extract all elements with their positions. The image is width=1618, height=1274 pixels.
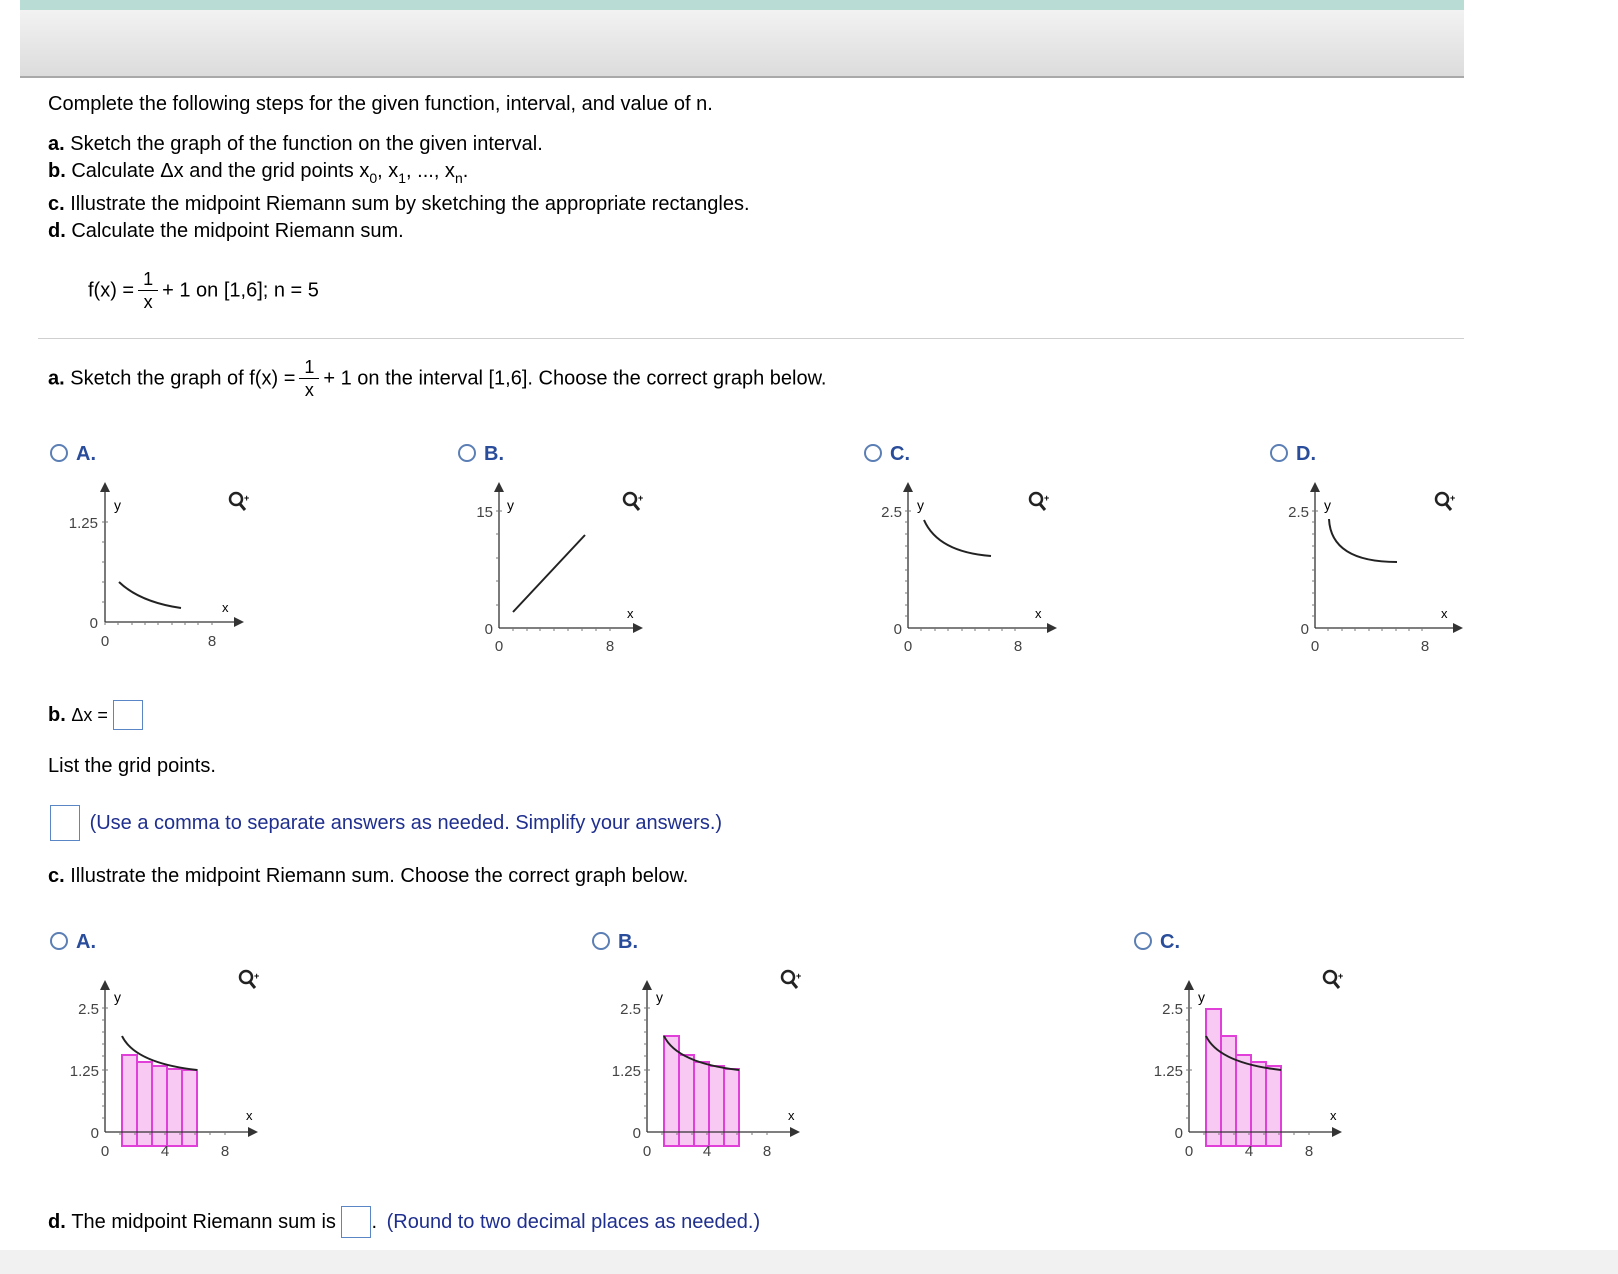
- option-c-a[interactable]: [50, 930, 96, 954]
- step-b-subn: n: [454, 170, 463, 186]
- part-b-letter: b.: [48, 704, 66, 726]
- function-fraction: [138, 268, 158, 313]
- step-b-sub1: 1: [398, 170, 407, 186]
- svg-text:+: +: [1450, 493, 1456, 503]
- grid-points-label: List the grid points.: [48, 755, 216, 777]
- tick-label-x0: 0: [494, 638, 504, 655]
- option-c-b-label: B.: [618, 931, 638, 953]
- step-a-text: Sketch the graph of the function on the given interval.: [70, 133, 543, 155]
- riemann-sum-input[interactable]: [341, 1206, 371, 1238]
- option-a-d-label: D.: [1296, 443, 1316, 465]
- radio-a-b[interactable]: [458, 444, 476, 462]
- function-num: 1: [143, 269, 154, 289]
- option-a-a-label: A.: [76, 443, 96, 465]
- tick-label-xmax: 8: [220, 1143, 230, 1160]
- step-a-letter: a.: [48, 133, 65, 155]
- radio-a-c[interactable]: [864, 444, 882, 462]
- tick-label-ymax: 15: [476, 504, 493, 521]
- part-a-before: Sketch the graph of f(x) =: [70, 367, 296, 390]
- step-c: [48, 192, 750, 216]
- svg-text:+: +: [638, 493, 644, 503]
- part-c-letter: c.: [48, 865, 65, 887]
- part-d-after: .: [371, 1211, 378, 1233]
- step-c-text: Illustrate the midpoint Riemann sum by sketching the appropriate rectangles.: [70, 193, 750, 215]
- delta-x-input[interactable]: [113, 700, 143, 730]
- top-strip: [20, 0, 1464, 10]
- tick-label-xmax: 8: [207, 633, 217, 650]
- tick-label-y0: 0: [89, 615, 98, 632]
- tick-label-ymid: 1.25: [1153, 1063, 1183, 1080]
- tick-label-xmax: 8: [605, 638, 615, 655]
- tick-label-ymid: 1.25: [69, 1063, 99, 1080]
- radio-c-c[interactable]: [1134, 932, 1152, 950]
- part-a-letter: a.: [48, 367, 65, 390]
- part-a-after: + 1 on the interval [1,6]. Choose the correct graph below.: [323, 367, 827, 390]
- grid-points-input[interactable]: [50, 805, 80, 841]
- function-den: x: [143, 292, 153, 312]
- tick-label-y0: 0: [1174, 1125, 1183, 1142]
- option-c-c[interactable]: [1134, 930, 1180, 954]
- option-a-b[interactable]: [458, 442, 504, 466]
- part-d-letter: d.: [48, 1211, 66, 1233]
- function-statement: [88, 268, 319, 313]
- riemann-rect: [1206, 1009, 1221, 1146]
- axis-label-y: y: [507, 497, 514, 513]
- part-a-den: x: [304, 380, 314, 400]
- option-c-c-label: C.: [1160, 931, 1180, 953]
- tick-label-xmax: 8: [1304, 1143, 1314, 1160]
- zoom-icon[interactable]: [1030, 493, 1049, 510]
- step-d: [48, 219, 404, 243]
- option-a-c[interactable]: [864, 442, 910, 466]
- tick-label-x0: 0: [1310, 638, 1320, 655]
- step-b-sep1: , x: [377, 160, 399, 182]
- part-c-question: [48, 864, 688, 888]
- tick-label-ymax: 1.25: [68, 515, 98, 532]
- tick-label-ymax: 2.5: [620, 1001, 641, 1018]
- graph-a-b[interactable]: [457, 474, 717, 664]
- axis-label-y: y: [114, 989, 121, 1005]
- grid-points-hint: (Use a comma to separate answers as needed. Simplify your answers.): [89, 812, 723, 834]
- bottom-bar: [0, 1250, 1618, 1274]
- part-a-fraction: [299, 356, 319, 401]
- svg-text:+: +: [254, 971, 260, 981]
- axis-label-y: y: [114, 497, 121, 513]
- tick-label-xmax: 8: [762, 1143, 772, 1160]
- step-b-sep2: , ..., x: [406, 160, 455, 182]
- riemann-rect: [1221, 1036, 1236, 1146]
- graph-c-a[interactable]: [50, 960, 330, 1170]
- tick-label-x0: 0: [1184, 1143, 1194, 1160]
- axis-label-y: y: [1324, 497, 1331, 513]
- svg-text:+: +: [796, 971, 802, 981]
- tick-label-xmax: 8: [1420, 638, 1430, 655]
- part-a-question: [48, 356, 826, 401]
- axis-label-x: x: [1330, 1108, 1337, 1123]
- tick-label-y0: 0: [484, 621, 493, 638]
- axis-label-x: x: [788, 1108, 795, 1123]
- graph-a-a[interactable]: [50, 474, 310, 664]
- part-d-question: [48, 1206, 760, 1238]
- option-a-d[interactable]: [1270, 442, 1316, 466]
- tick-label-ymid: 1.25: [611, 1063, 641, 1080]
- step-a: [48, 132, 543, 156]
- function-rhs: + 1 on [1,6]; n = 5: [162, 279, 319, 302]
- svg-text:+: +: [244, 493, 250, 503]
- option-a-b-label: B.: [484, 443, 504, 465]
- tick-label-y0: 0: [893, 621, 902, 638]
- axis-label-x: x: [246, 1108, 253, 1123]
- tick-label-xmid: 4: [702, 1143, 712, 1160]
- axis-label-y: y: [656, 989, 663, 1005]
- tick-label-ymax: 2.5: [1288, 504, 1309, 521]
- axis-label-y: y: [917, 497, 924, 513]
- axis-label-x: x: [1441, 606, 1448, 621]
- part-d-before: The midpoint Riemann sum is: [71, 1211, 336, 1233]
- divider: [38, 338, 1464, 339]
- tick-label-xmax: 8: [1013, 638, 1023, 655]
- zoom-icon[interactable]: [624, 493, 643, 510]
- tick-label-ymax: 2.5: [1162, 1001, 1183, 1018]
- tick-label-ymax: 2.5: [881, 504, 902, 521]
- step-b: [48, 159, 468, 184]
- step-d-text: Calculate the midpoint Riemann sum.: [71, 220, 404, 242]
- graph-c-b[interactable]: [592, 960, 872, 1170]
- part-c-text: Illustrate the midpoint Riemann sum. Choose the correct graph below.: [70, 865, 689, 887]
- radio-a-d[interactable]: [1270, 444, 1288, 462]
- radio-a-a[interactable]: [50, 444, 68, 462]
- tick-label-x0: 0: [903, 638, 913, 655]
- zoom-icon[interactable]: [1324, 971, 1343, 988]
- tick-label-x0: 0: [100, 1143, 110, 1160]
- option-a-c-label: C.: [890, 443, 910, 465]
- zoom-icon[interactable]: [1436, 493, 1455, 510]
- tick-label-xmid: 4: [1244, 1143, 1254, 1160]
- radio-c-a[interactable]: [50, 932, 68, 950]
- tick-label-y0: 0: [632, 1125, 641, 1142]
- zoom-icon[interactable]: [240, 971, 259, 988]
- tick-label-y0: 0: [90, 1125, 99, 1142]
- header-bar: [20, 10, 1464, 78]
- graph-a-d[interactable]: [1269, 474, 1529, 664]
- part-b-delta-label: Δx =: [71, 705, 108, 725]
- option-c-a-label: A.: [76, 931, 96, 953]
- tick-label-x0: 0: [100, 633, 110, 650]
- axis-label-x: x: [627, 606, 634, 621]
- riemann-rect: [664, 1036, 679, 1146]
- tick-label-x0: 0: [642, 1143, 652, 1160]
- tick-label-ymax: 2.5: [78, 1001, 99, 1018]
- step-b-letter: b.: [48, 160, 66, 182]
- part-b-question: [48, 700, 143, 730]
- step-b-end: .: [462, 160, 469, 182]
- graph-a-c[interactable]: [863, 474, 1123, 664]
- axis-label-y: y: [1198, 989, 1205, 1005]
- grid-points-row: [50, 805, 722, 841]
- step-b-text: Calculate Δx and the grid points x: [71, 160, 370, 182]
- intro-text: Complete the following steps for the given function, interval, and value of n.: [48, 93, 713, 115]
- part-d-hint: (Round to two decimal places as needed.): [386, 1211, 761, 1233]
- graph-c-c[interactable]: [1134, 960, 1414, 1170]
- part-a-num: 1: [304, 357, 315, 377]
- option-c-b[interactable]: [592, 930, 638, 954]
- tick-label-y0: 0: [1300, 621, 1309, 638]
- step-b-sub0: 0: [369, 170, 378, 186]
- radio-c-b[interactable]: [592, 932, 610, 950]
- step-d-letter: d.: [48, 220, 66, 242]
- step-c-letter: c.: [48, 193, 65, 215]
- zoom-icon[interactable]: [230, 493, 249, 510]
- option-a-a[interactable]: [50, 442, 96, 466]
- axis-label-x: x: [1035, 606, 1042, 621]
- function-lhs: f(x) =: [88, 279, 135, 302]
- tick-label-xmid: 4: [160, 1143, 170, 1160]
- zoom-icon[interactable]: [782, 971, 801, 988]
- svg-text:+: +: [1338, 971, 1344, 981]
- svg-text:+: +: [1044, 493, 1050, 503]
- axis-label-x: x: [222, 600, 229, 615]
